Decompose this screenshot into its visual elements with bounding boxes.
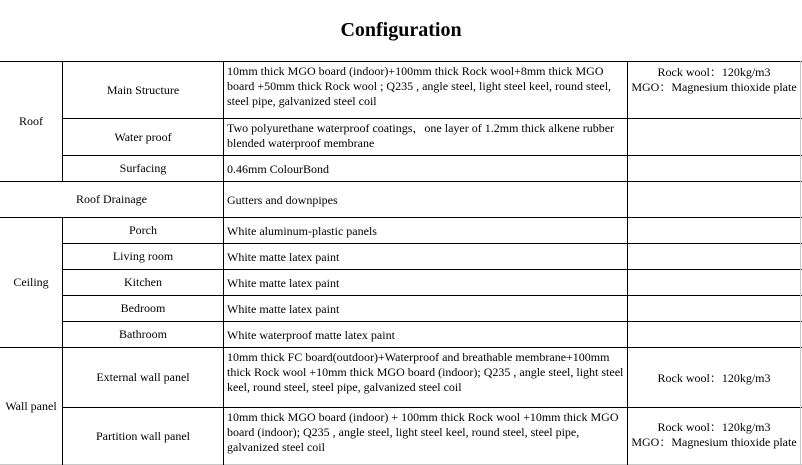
description-cell: White matte latex paint [227, 250, 340, 264]
item-label: Bathroom [119, 327, 167, 341]
section-label-ceiling: Ceiling [13, 275, 49, 289]
notes-cell [628, 348, 800, 407]
description-cell: White waterproof matte latex paint [227, 328, 395, 342]
item-label: External wall panel [96, 370, 190, 384]
item-label: Porch [129, 223, 157, 237]
section-label-roof-drainage: Roof Drainage [76, 192, 147, 206]
description-cell: Two polyurethane waterproof coatings，one layer of 1.2mm thick alkene rubber blended waterproof membrane [227, 121, 615, 150]
item-label: Surfacing [119, 161, 167, 175]
note-line: Rock wool：120kg/m3 [657, 371, 771, 385]
note-line: Rock wool：120kg/m3 [657, 65, 771, 79]
description-cell: 10mm thick MGO board (indoor) + 100mm thick Rock wool +10mm thick MGO board (indoor); Q235 , angle steel, light steel keel, round steel, steel pipe, galvanized steel coil [227, 410, 619, 454]
description-cell: Gutters and downpipes [227, 193, 338, 207]
description-cell: 10mm thick MGO board (indoor)+100mm thick Rock wool+8mm thick MGO board +50mm thick Rock wool ; Q235 , angle steel, light steel keel, round steel, steel pipe, galvanized steel coil [227, 64, 612, 108]
item-label: Partition wall panel [96, 428, 190, 443]
description-cell: White aluminum-plastic panels [227, 224, 377, 238]
note-line: Rock wool：120kg/m3 [657, 420, 771, 434]
notes-cell [628, 408, 800, 464]
item-label: Water proof [114, 129, 172, 144]
item-label: Living room [112, 249, 174, 263]
notes-cell [628, 62, 800, 118]
note-line: MGO：Magnesium thioxide plate [631, 80, 797, 94]
section-label-wall-panel: Wall panel [5, 398, 57, 413]
item-label: Kitchen [124, 275, 162, 289]
section-label-roof: Roof [19, 114, 43, 128]
description-cell: White matte latex paint [227, 302, 340, 316]
item-label: Bedroom [120, 301, 166, 315]
description-cell: 10mm thick FC board(outdoor)+Waterproof and breathable membrane+100mm thick Rock wool +10mm thick MGO board (indoor); Q235 , angle steel, light steel keel, round steel, steel pipe, galvanized steel coil [227, 350, 624, 394]
description-cell: White matte latex paint [227, 276, 340, 290]
item-label: Main Structure [106, 82, 180, 97]
note-line: MGO：Magnesium thioxide plate [631, 435, 797, 449]
description-cell: 0.46mm ColourBond [227, 162, 330, 176]
page-title: Configuration [0, 0, 802, 62]
grid-line [800, 61, 801, 465]
